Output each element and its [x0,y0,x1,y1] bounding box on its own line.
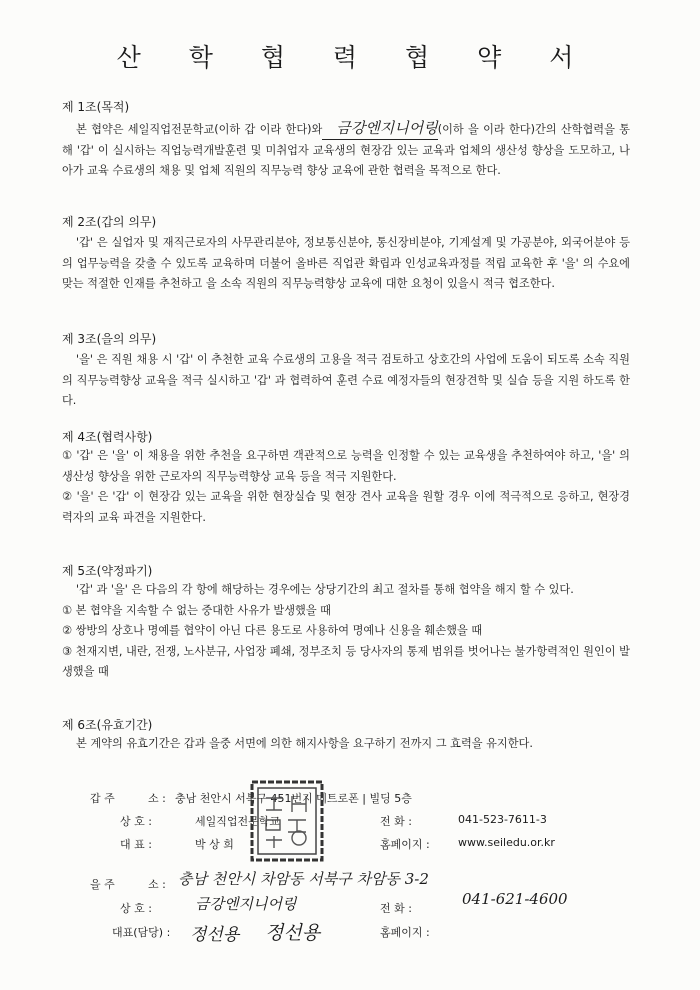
article-6-body [62,734,630,755]
article-1-body [62,118,630,182]
party-b-rep-handwritten: 정선용 [190,925,240,945]
party-b-web-label: 홈페이지 : [380,926,430,939]
party-b-name-label: 상 호 : [120,902,152,915]
party-b-name-handwritten: 금강엔지니어링 [195,895,297,913]
party-a-rep: 박 상 희 [195,838,234,851]
party-b-signature: 정선용 [265,922,321,944]
article-4-heading: 제 4조(협력사항) [62,430,153,444]
party-a-tel-label: 전 화 : [380,815,412,828]
document-title: 산 학 협 력 협 약 서 [116,43,594,72]
article-4-body [62,446,630,528]
article-5-item-2: ② 쌍방의 상호나 명예를 협약이 아닌 다른 용도로 사용하여 명예나 신용을 훼손했을 때 [62,624,483,637]
article-3-body [62,350,630,412]
article-5-text: '갑' 과 '을' 은 다음의 각 항에 해당하는 경우에는 상당기간의 최고 절차를 통해 협약을 해지 할 수 있다. [76,583,574,596]
party-b-tel-handwritten: 041-621-4600 [462,890,568,908]
party-a-rep-label: 대 표 : [120,838,152,851]
article-4-item-2: ② '을' 은 '갑' 이 현장감 있는 교육을 위한 현장실습 및 현장 견사 교육을 원할 경우 이에 적극적으로 응하고, 현장경력자의 교육 파견을 지원한다. [62,490,630,524]
article-2-body [62,233,630,295]
article-4-item-1: ① '갑' 은 '을' 이 채용을 위한 추천을 요구하면 객관적으로 능력을 인정할 수 있는 교육생을 추천하여야 하고, '을' 의 생산성 향상을 위한 근로자의 직무능력향상 교육 등을 적극 지원한다. [62,449,630,483]
article-5-body [62,580,630,683]
article-1-text-after: (이하 을 이라 한다)간의 산학협력을 통해 '갑' 이 실시하는 직업능력개발훈련 및 미취업자 교육생의 현장감 있는 교육과 업체의 생산성 향상을 도모하고, 나아가 교육 수료생의 채용 및 업체 직원의 직무능력 향상 교육에 관한 협력을 목적으로 한다. [62,123,630,177]
article-3-text: '을' 은 직원 채용 시 '갑' 이 추천한 교육 수료생의 고용을 적극 검토하고 상호간의 사업에 도움이 되도록 소속 직원의 직무능력향상 교육을 적극 실시하고 '갑' 과 협력하여 훈련 수료 예정자들의 현장견학 및 실습 등을 지원 하도록 한다. [62,353,630,407]
party-a-name-label: 상 호 : [120,815,152,828]
article-6-heading: 제 6조(유효기간) [62,718,153,732]
party-a-name: 세일직업전문학교 [195,815,281,828]
party-a-tel: 041-523-7611-3 [458,813,547,826]
party-a-address-label: 소 : [148,792,166,805]
article-5-item-3: ③ 천재지변, 내란, 전쟁, 노사분규, 사업장 폐쇄, 정부조치 등 당사자의 통제 범위를 벗어나는 불가항력적인 원인이 발생했을 때 [62,644,630,678]
party-a-label: 갑 주 [90,792,115,805]
official-seal-stamp [248,778,326,864]
article-2-text: '갑' 은 실업자 및 재직근로자의 사무관리분야, 정보통신분야, 통신장비분야, 기계설계 및 가공분야, 외국어분야 등의 업무능력을 갖출 수 있도록 교육하며 더불어 올바른 직업관 확립과 인성교육과정를 적립 교육한 후 '을' 의 수요에 맞는 적절한 인재를 추천하고 을 소속 직원의 직무능력향상 교육에 대한 요청이 있을시 적극 협조한다. [62,236,630,290]
party-b-name-handwritten: 금강엔지니어링 [322,118,437,140]
party-a-web: www.seiledu.or.kr [458,836,555,849]
article-1-text-before: 본 협약은 세일직업전문학교(이하 갑 이라 한다)와 [76,123,323,136]
article-3-heading: 제 3조(을의 의무) [62,332,157,346]
party-b-rep-label: 대표(담당) : [112,926,171,939]
article-5-item-1: ① 본 협약을 지속할 수 없는 중대한 사유가 발생했을 때 [62,603,331,617]
article-5-heading: 제 5조(약정파기) [62,564,153,578]
party-a-web-label: 홈페이지 : [380,838,430,851]
party-a-address: 충남 천안시 서북구 451번지 메트로폰 | 빌딩 5층 [175,792,412,805]
party-b-label: 을 주 [90,878,115,891]
party-b-address-label: 소 : [148,878,166,891]
article-2-heading: 제 2조(갑의 의무) [62,215,157,229]
party-b-address-handwritten: 충남 천안시 차암동 서북구 차암동 3-2 [178,870,429,888]
article-1-heading: 제 1조(목적) [62,100,130,114]
party-b-tel-label: 전 화 : [380,902,412,915]
article-6-text: 본 계약의 유효기간은 갑과 을중 서면에 의한 해지사항을 요구하기 전까지 그 효력을 유지한다. [76,737,533,750]
